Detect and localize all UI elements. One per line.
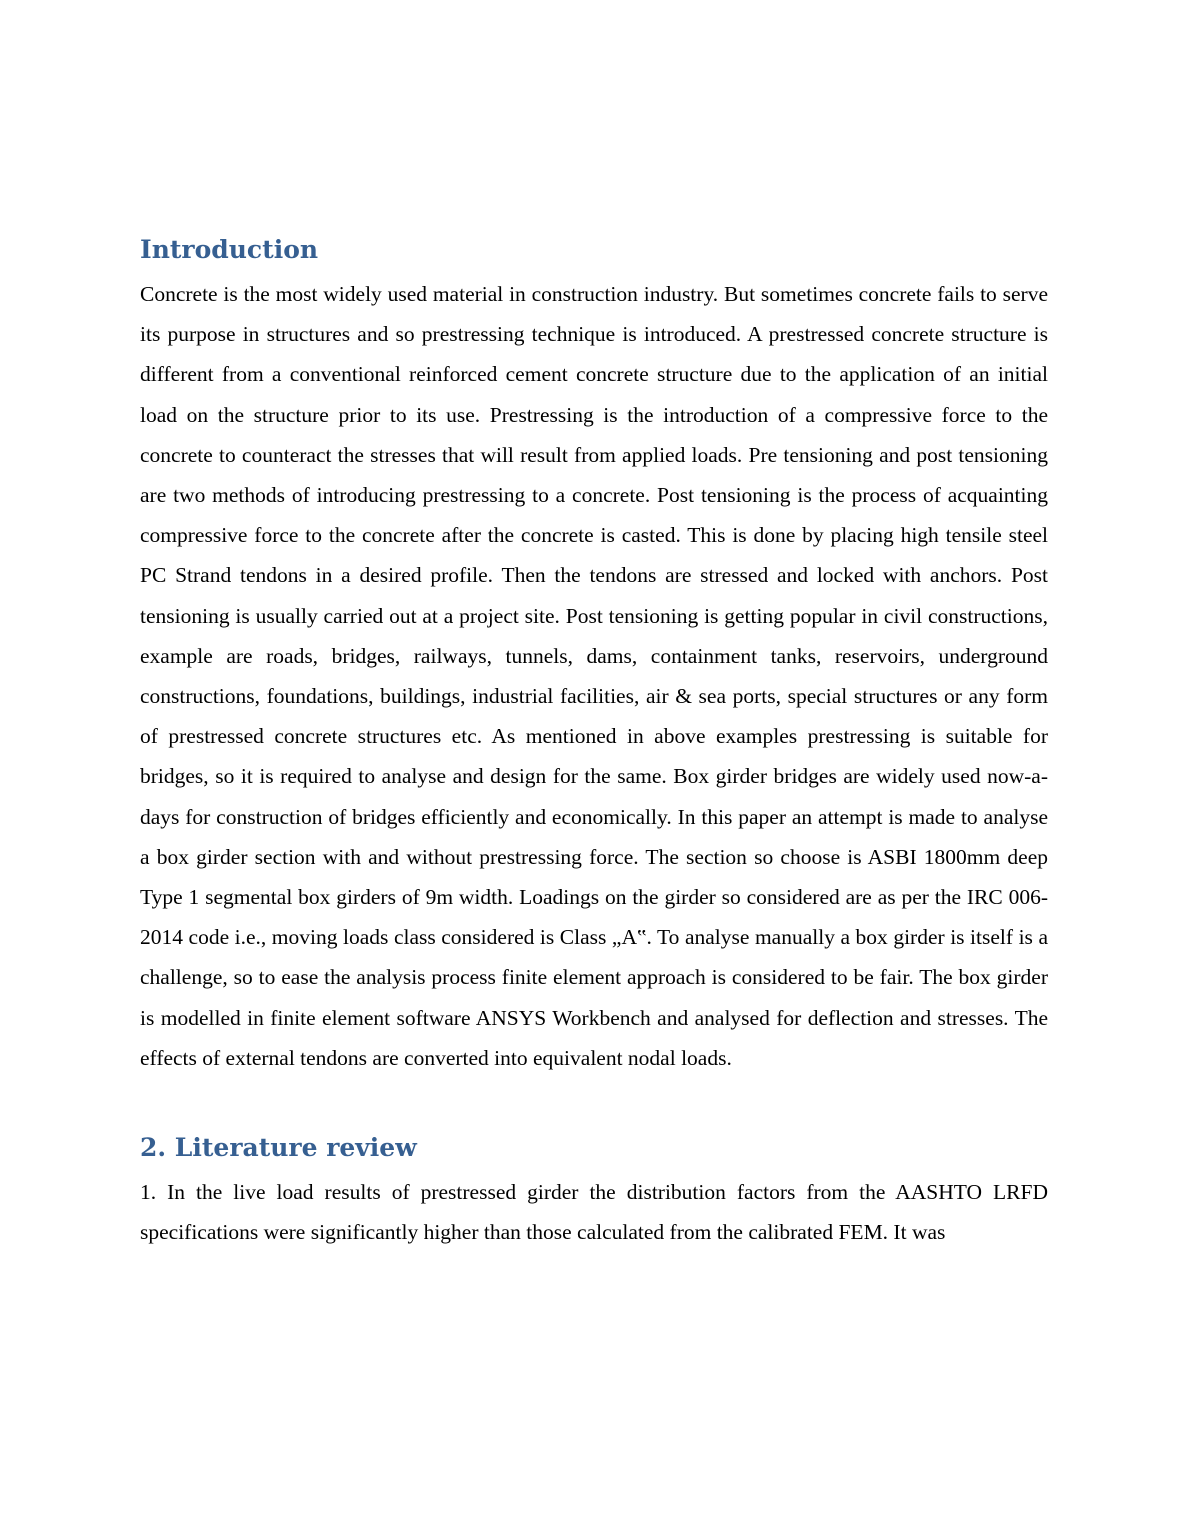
literature-review-paragraph: 1. In the live load results of prestressed girder the distribution factors from the AASHTO LRFD specifications were significantly higher than those calculated from the calibrated FEM. It was [140,1180,1048,1245]
literature-review-section [140,1130,1048,1252]
page-content [140,232,1048,1252]
introduction-heading: Introduction [140,235,319,264]
introduction-section [140,232,1048,1078]
introduction-paragraph: Concrete is the most widely used material in construction industry. But sometimes concrete fails to serve its purpose in structures and so prestressing technique is introduced. A prestressed concrete structure is different from a conventional reinforced cement concrete structure due to the application of an initial load on the structure prior to its use. Prestressing is the introduction of a compressive force to the concrete to counteract the stresses that will result from applied loads. Pre tensioning and post tensioning are two methods of introducing prestressing to a concrete. Post tensioning is the process of acquainting compressive force to the concrete after the concrete is casted. This is done by placing high tensile steel PC Strand tendons in a desired profile. Then the tendons are stressed and locked with anchors. Post tensioning is usually carried out at a project site. Post tensioning is getting popular in civil constructions, example are roads, bridges, railways, tunnels, dams, containment tanks, reservoirs, underground constructions, foundations, buildings, industrial facilities, air & sea ports, special structures or any form of prestressed concrete structures etc. As mentioned in above examples prestressing is suitable for bridges, so it is required to analyse and design for the same. Box girder bridges are widely used now-a-days for construction of bridges efficiently and economically. In this paper an attempt is made to analyse a box girder section with and without prestressing force. The section so choose is ASBI 1800mm deep Type 1 segmental box girders of 9m width. Loadings on the girder so considered are as per the IRC 006-2014 code i.e., moving loads class considered is Class „A‟. To analyse manually a box girder is itself is a challenge, so to ease the analysis process finite element approach is considered to be fair. The box girder is modelled in finite element software ANSYS Workbench and analysed for deflection and stresses. The effects of external tendons are converted into equivalent nodal loads. [140,282,1048,1070]
literature-review-heading: 2. Literature review [140,1133,417,1163]
section-spacer [140,1078,1048,1130]
